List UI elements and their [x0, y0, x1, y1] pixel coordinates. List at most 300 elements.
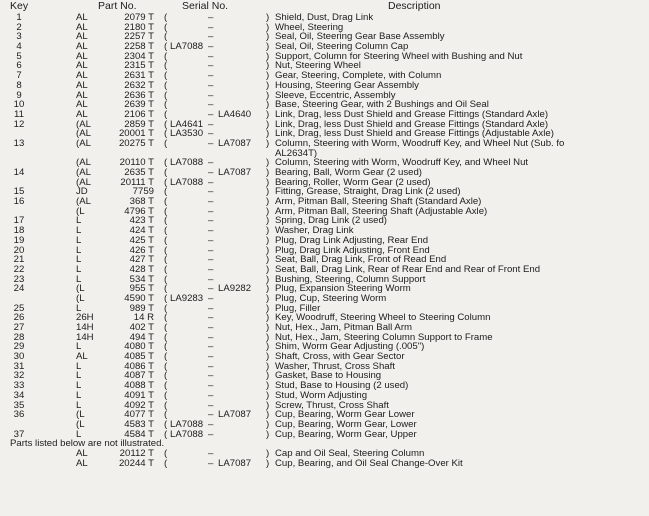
row-description: Plug, Drag Link Adjusting, Front End: [275, 244, 430, 256]
row-description: AL2634T): [275, 147, 318, 159]
row-description: Gasket, Base to Housing: [275, 370, 382, 382]
row-serial-open: (: [164, 12, 168, 23]
row-key: 35: [13, 399, 25, 411]
row-serial-close: ): [266, 457, 270, 469]
row-serial-close: ): [266, 79, 270, 91]
row-part-number: 20001 T: [118, 128, 154, 140]
row-serial-close: ): [266, 370, 270, 382]
row-serial-open: (: [164, 157, 168, 169]
row-part-number: 424 T: [129, 225, 154, 237]
table-row: [0, 459, 649, 469]
row-serial-to: LA7087: [218, 137, 252, 149]
row-serial-close: ): [266, 108, 270, 120]
row-serial-open: (: [164, 205, 168, 217]
row-serial-dash: –: [208, 70, 214, 82]
row-part-prefix: 14H: [76, 322, 94, 333]
row-serial-close: ): [266, 418, 270, 430]
row-part-prefix: AL: [76, 70, 88, 82]
row-serial-dash: –: [208, 244, 214, 256]
row-serial-open: (: [164, 331, 168, 343]
row-serial-close: ): [266, 89, 270, 101]
row-serial-open: (: [164, 89, 168, 101]
row-part-number: 20244 T: [118, 457, 154, 469]
row-serial-open: (: [164, 21, 168, 33]
row-key: 32: [13, 370, 25, 382]
row-serial-open: (: [164, 302, 168, 314]
row-serial-dash: –: [208, 399, 214, 411]
row-description: Cup, Bearing, Worm Gear Lower: [275, 409, 415, 421]
row-serial-close: ): [266, 157, 270, 169]
row-part-prefix: (L: [76, 418, 85, 430]
row-serial-close: ): [266, 399, 270, 411]
row-serial-open: (: [164, 196, 168, 208]
row-serial-dash: –: [208, 215, 214, 227]
row-part-prefix: (AL: [76, 137, 91, 149]
row-serial-dash: –: [208, 273, 214, 285]
row-part-prefix: AL: [76, 108, 88, 120]
row-description: Link, Drag, less Dust Shield and Grease Fittings (Standard Axle): [275, 118, 549, 130]
row-serial-to: LA7087: [218, 167, 252, 178]
row-part-number: 426 T: [129, 244, 154, 256]
row-part-number: 4584 T: [124, 428, 154, 440]
row-serial-close: ): [266, 167, 270, 178]
row-description: Cap and Oil Seal, Steering Column: [275, 447, 425, 459]
row-serial-close: ): [266, 409, 270, 421]
row-serial-open: (: [164, 176, 168, 188]
row-description: Seal, Oil, Steering Column Cap: [275, 41, 409, 53]
row-part-prefix: L: [76, 225, 82, 237]
row-serial-close: ): [266, 283, 270, 295]
row-key: 14: [13, 167, 25, 178]
row-part-prefix: L: [76, 302, 82, 314]
row-serial-open: (: [164, 215, 168, 227]
row-description: Support, Column for Steering Wheel with Bushing and Nut: [275, 50, 523, 62]
row-description: Stud, Base to Housing (2 used): [275, 380, 409, 392]
row-serial-dash: –: [208, 21, 214, 33]
row-description: Nut, Steering Wheel: [275, 60, 361, 72]
row-serial-dash: –: [208, 205, 214, 217]
row-serial-close: ): [266, 196, 270, 208]
row-key: 7: [16, 70, 22, 82]
row-serial-open: (: [164, 186, 168, 198]
row-serial-open: (: [164, 351, 168, 363]
row-key: 21: [13, 254, 25, 266]
row-serial-dash: –: [208, 292, 214, 304]
row-description: Plug, Filler: [275, 302, 321, 314]
row-serial-close: ): [266, 176, 270, 188]
row-serial-dash: –: [208, 302, 214, 314]
row-serial-close: ): [266, 137, 270, 149]
row-serial-dash: –: [208, 79, 214, 91]
row-description: Arm, Pitman Ball, Steering Shaft (Adjustable Axle): [275, 205, 488, 217]
row-serial-close: ): [266, 50, 270, 62]
row-description: Plug, Drag Link Adjusting, Rear End: [275, 234, 429, 246]
row-serial-dash: –: [208, 312, 214, 324]
row-serial-open: (: [164, 399, 168, 411]
row-key: 2: [16, 21, 22, 33]
row-key: 22: [13, 263, 25, 275]
row-key: 29: [13, 341, 25, 353]
row-part-number: 4085 T: [124, 351, 154, 363]
row-serial-dash: –: [208, 457, 214, 469]
row-key: 23: [13, 273, 25, 285]
row-serial-dash: –: [208, 380, 214, 392]
row-serial-open: (: [164, 254, 168, 266]
row-serial-dash: –: [208, 157, 214, 169]
row-serial-dash: –: [208, 428, 214, 440]
row-part-number: 20112 T: [119, 447, 154, 459]
row-serial-open: (: [164, 99, 168, 111]
row-serial-close: ): [266, 41, 270, 53]
row-serial-open: (: [164, 283, 168, 295]
row-part-prefix: L: [76, 341, 82, 353]
row-serial-close: ): [266, 322, 270, 333]
row-serial-open: (: [164, 457, 168, 469]
row-description: Stud, Worm Adjusting: [275, 389, 368, 401]
row-serial-to: LA9282: [218, 283, 252, 295]
row-serial-open: (: [164, 234, 168, 246]
row-part-prefix: L: [76, 428, 82, 440]
row-serial-to: LA4640: [218, 108, 252, 120]
row-serial-dash: –: [208, 341, 214, 353]
row-key: 12: [13, 118, 25, 130]
row-part-number: 534 T: [129, 273, 154, 285]
row-serial-close: ): [266, 215, 270, 227]
row-description: Nut, Hex., Jam, Pitman Ball Arm: [275, 322, 413, 333]
row-description: Screw, Thrust, Cross Shaft: [275, 399, 389, 411]
row-part-number: 368 T: [129, 196, 154, 208]
row-part-number: 4080 T: [124, 341, 154, 353]
row-part-number: 4086 T: [124, 360, 154, 372]
row-serial-open: (: [164, 108, 168, 120]
row-serial-dash: –: [208, 418, 214, 430]
row-key: 3: [16, 31, 22, 43]
row-serial-open: (: [164, 167, 168, 178]
row-key: 19: [13, 234, 25, 246]
row-description: Washer, Drag Link: [275, 225, 354, 237]
row-key: 18: [13, 225, 25, 237]
row-serial-dash: –: [208, 50, 214, 62]
row-part-number: 4796 T: [124, 205, 154, 217]
row-description: Base, Steering Gear, with 2 Bushings and Oil Seal: [275, 99, 489, 111]
row-description: Column, Steering with Worm, Woodruff Key, and Wheel Nut: [275, 157, 529, 169]
row-serial-close: ): [266, 244, 270, 256]
row-serial-close: ): [266, 99, 270, 111]
header-part-no: Part No.: [98, 0, 137, 12]
row-serial-open: (: [164, 60, 168, 72]
row-serial-open: (: [164, 341, 168, 353]
row-description: Plug, Cup, Steering Worm: [275, 292, 387, 304]
row-serial-open: (: [164, 137, 168, 149]
row-part-prefix: L: [76, 244, 82, 256]
row-description: Washer, Thrust, Cross Shaft: [275, 360, 395, 372]
row-serial-dash: –: [208, 108, 214, 120]
row-serial-dash: –: [208, 137, 214, 149]
row-part-number: 2631 T: [124, 70, 154, 82]
row-part-number: 2315 T: [124, 60, 154, 72]
row-description: Column, Steering with Worm, Woodruff Key, and Wheel Nut (Sub. fo: [275, 137, 565, 149]
row-key: 4: [16, 41, 22, 53]
row-serial-open: (: [164, 263, 168, 275]
row-part-prefix: AL: [76, 41, 88, 53]
row-key: 28: [13, 331, 25, 343]
row-serial-close: ): [266, 273, 270, 285]
row-serial-dash: –: [208, 186, 214, 198]
table-row: [0, 294, 649, 304]
row-serial-open: (: [164, 322, 168, 333]
row-key: 17: [13, 215, 25, 227]
row-serial-dash: –: [208, 234, 214, 246]
row-serial-from: LA7088: [170, 41, 204, 53]
row-serial-close: ): [266, 234, 270, 246]
row-serial-dash: –: [208, 89, 214, 101]
row-description: Link, Drag, less Dust Shield and Grease Fittings (Adjustable Axle): [275, 128, 554, 140]
row-serial-dash: –: [208, 322, 214, 333]
row-serial-close: ): [266, 60, 270, 72]
row-serial-dash: –: [208, 254, 214, 266]
row-part-number: 20110 T: [119, 157, 154, 169]
row-serial-close: ): [266, 302, 270, 314]
row-serial-close: ): [266, 186, 270, 198]
row-serial-dash: –: [208, 60, 214, 72]
row-part-prefix: L: [76, 380, 82, 392]
row-description: Seat, Ball, Drag Link, Front of Read End: [275, 254, 447, 266]
row-serial-dash: –: [208, 128, 214, 140]
row-serial-close: ): [266, 118, 270, 130]
row-key: 6: [16, 60, 22, 72]
row-serial-dash: –: [208, 118, 214, 130]
row-part-prefix: L: [76, 263, 82, 275]
row-serial-open: (: [164, 79, 168, 91]
row-part-prefix: AL: [76, 21, 88, 33]
row-part-number: 427 T: [129, 254, 154, 266]
row-serial-close: ): [266, 12, 270, 23]
row-key: 30: [13, 351, 25, 363]
row-serial-close: ): [266, 331, 270, 343]
row-key: 16: [13, 196, 25, 208]
row-serial-dash: –: [208, 176, 214, 188]
row-part-number: 425 T: [129, 234, 154, 246]
row-serial-close: ): [266, 225, 270, 237]
row-part-number: 4087 T: [124, 370, 154, 382]
row-part-prefix: (AL: [76, 128, 91, 140]
row-part-number: 2635 T: [124, 167, 154, 178]
row-key: 11: [14, 108, 24, 120]
row-serial-close: ): [266, 360, 270, 372]
row-serial-close: ): [266, 70, 270, 82]
row-part-prefix: 26H: [76, 312, 94, 324]
row-part-number: 14 R: [133, 312, 154, 324]
row-serial-close: ): [266, 263, 270, 275]
row-description: Seat, Ball, Drag Link, Rear of Rear End and Rear of Front End: [275, 263, 541, 275]
row-part-prefix: AL: [76, 351, 88, 363]
row-serial-close: ): [266, 312, 270, 324]
row-serial-dash: –: [208, 331, 214, 343]
row-serial-from: LA7088: [170, 428, 204, 440]
row-serial-open: (: [164, 409, 168, 421]
row-description: Plug, Expansion Steering Worm: [275, 283, 411, 295]
row-part-number: 2639 T: [124, 99, 154, 111]
row-part-number: 4590 T: [124, 292, 154, 304]
row-description: Key, Woodruff, Steering Wheel to Steering Column: [275, 312, 491, 324]
row-serial-open: (: [164, 118, 168, 130]
row-serial-open: (: [164, 418, 168, 430]
row-description: Housing, Steering Gear Assembly: [275, 79, 419, 91]
table-row: [0, 139, 649, 149]
row-serial-open: (: [164, 428, 168, 440]
row-serial-open: (: [164, 70, 168, 82]
row-description: Fitting, Grease, Straight, Drag Link (2 used): [275, 186, 461, 198]
row-part-prefix: (AL: [76, 176, 91, 188]
row-serial-open: (: [164, 41, 168, 53]
row-part-number: 2106 T: [124, 108, 154, 120]
row-serial-open: (: [164, 50, 168, 62]
row-part-number: 2258 T: [124, 41, 154, 53]
row-serial-to: LA7087: [218, 457, 252, 469]
row-serial-open: (: [164, 380, 168, 392]
row-serial-open: (: [164, 447, 168, 459]
row-part-prefix: (AL: [76, 118, 91, 130]
row-serial-dash: –: [208, 370, 214, 382]
row-key: 36: [13, 409, 25, 421]
row-serial-open: (: [164, 128, 168, 140]
row-key: 8: [16, 79, 22, 91]
row-part-prefix: AL: [76, 12, 88, 23]
header-description: Description: [388, 0, 441, 12]
row-serial-close: ): [266, 21, 270, 33]
row-part-prefix: (AL: [76, 157, 91, 169]
row-key: 20: [13, 244, 25, 256]
row-part-prefix: (L: [76, 292, 85, 304]
row-part-number: 955 T: [129, 283, 154, 295]
row-serial-dash: –: [208, 196, 214, 208]
row-part-prefix: 14H: [76, 331, 94, 343]
row-serial-open: (: [164, 244, 168, 256]
row-serial-dash: –: [208, 12, 214, 23]
row-serial-dash: –: [208, 409, 214, 421]
row-serial-close: ): [266, 31, 270, 43]
row-part-number: 2079 T: [124, 12, 154, 23]
row-key: 9: [16, 89, 22, 101]
row-part-number: 4092 T: [124, 399, 154, 411]
row-part-prefix: AL: [76, 31, 88, 43]
row-part-prefix: (L: [76, 205, 85, 217]
row-serial-dash: –: [208, 31, 214, 43]
row-serial-from: LA7088: [170, 418, 204, 430]
row-serial-from: LA7088: [170, 176, 204, 188]
row-key: 33: [13, 380, 25, 392]
row-part-prefix: AL: [76, 99, 88, 111]
row-description: Cup, Bearing, and Oil Seal Change-Over Kit: [275, 457, 463, 469]
row-part-number: 428 T: [129, 263, 154, 275]
row-key: 25: [13, 302, 25, 314]
row-serial-from: LA9283: [170, 292, 204, 304]
row-part-prefix: AL: [76, 457, 88, 469]
row-description: Shield, Dust, Drag Link: [275, 12, 374, 23]
row-part-number: 20275 T: [118, 137, 154, 149]
row-serial-open: (: [164, 292, 168, 304]
row-key: 10: [13, 99, 25, 111]
parts-list: [0, 13, 649, 468]
row-serial-from: LA3530: [170, 128, 204, 140]
row-part-prefix: L: [76, 360, 82, 372]
row-serial-dash: –: [208, 283, 214, 295]
row-part-prefix: JD: [76, 186, 88, 198]
row-part-prefix: AL: [76, 60, 88, 72]
row-part-number: 2636 T: [124, 89, 154, 101]
row-part-number: 989 T: [129, 302, 154, 314]
row-part-prefix: (L: [76, 283, 85, 295]
row-serial-dash: –: [208, 41, 214, 53]
row-description: Shaft, Cross, with Gear Sector: [275, 351, 405, 363]
row-description: Link, Drag, less Dust Shield and Grease Fittings (Standard Axle): [275, 108, 549, 120]
row-part-prefix: AL: [76, 50, 88, 62]
row-description: Wheel, Steering: [275, 21, 344, 33]
row-part-prefix: (AL: [76, 196, 91, 208]
row-serial-close: ): [266, 428, 270, 440]
row-serial-dash: –: [208, 389, 214, 401]
row-description: Nut, Hex., Jam, Steering Column Support to Frame: [275, 331, 493, 343]
row-description: Bushing, Steering, Column Support: [275, 273, 426, 285]
row-description: Cup, Bearing, Worm Gear, Upper: [275, 428, 417, 440]
row-key: 26: [13, 312, 25, 324]
row-serial-close: ): [266, 351, 270, 363]
row-serial-open: (: [164, 312, 168, 324]
row-part-number: 20111 T: [120, 176, 154, 188]
row-part-prefix: L: [76, 389, 82, 401]
row-description: Bearing, Roller, Worm Gear (2 used): [275, 176, 431, 188]
row-description: Shim, Worm Gear Adjusting (.005"): [275, 341, 425, 353]
row-serial-open: (: [164, 31, 168, 43]
row-serial-close: ): [266, 128, 270, 140]
row-serial-from: LA4641: [170, 118, 204, 130]
row-description: Spring, Drag Link (2 used): [275, 215, 387, 227]
header-key: Key: [10, 0, 29, 12]
row-key: 34: [13, 389, 25, 401]
row-serial-close: ): [266, 447, 270, 459]
row-description: Cup, Bearing, Worm Gear, Lower: [275, 418, 417, 430]
row-part-number: 494 T: [129, 331, 154, 343]
row-part-number: 402 T: [129, 322, 154, 333]
row-part-prefix: L: [76, 370, 82, 382]
row-description: Arm, Pitman Ball, Steering Shaft (Standard Axle): [275, 196, 482, 208]
row-part-prefix: AL: [76, 79, 88, 91]
row-serial-dash: –: [208, 225, 214, 237]
row-key: 15: [13, 186, 25, 198]
row-part-prefix: (L: [76, 409, 85, 421]
row-key: 24: [13, 283, 25, 295]
row-serial-open: (: [164, 360, 168, 372]
row-serial-open: (: [164, 225, 168, 237]
row-serial-to: LA7087: [218, 409, 252, 421]
row-part-prefix: L: [76, 399, 82, 411]
row-part-prefix: L: [76, 234, 82, 246]
row-serial-dash: –: [208, 263, 214, 275]
row-part-number: 4091 T: [124, 389, 154, 401]
row-serial-from: LA7088: [170, 157, 204, 169]
row-serial-dash: –: [208, 99, 214, 111]
row-serial-close: ): [266, 389, 270, 401]
row-part-prefix: (AL: [76, 167, 91, 178]
header-serial-no: Serial No.: [182, 0, 229, 12]
row-part-number: 2180 T: [124, 21, 154, 33]
row-serial-dash: –: [208, 351, 214, 363]
row-part-number: 2632 T: [124, 79, 154, 91]
row-serial-close: ): [266, 341, 270, 353]
row-serial-dash: –: [208, 360, 214, 372]
row-key: 5: [16, 50, 22, 62]
row-part-number: 4583 T: [124, 418, 154, 430]
